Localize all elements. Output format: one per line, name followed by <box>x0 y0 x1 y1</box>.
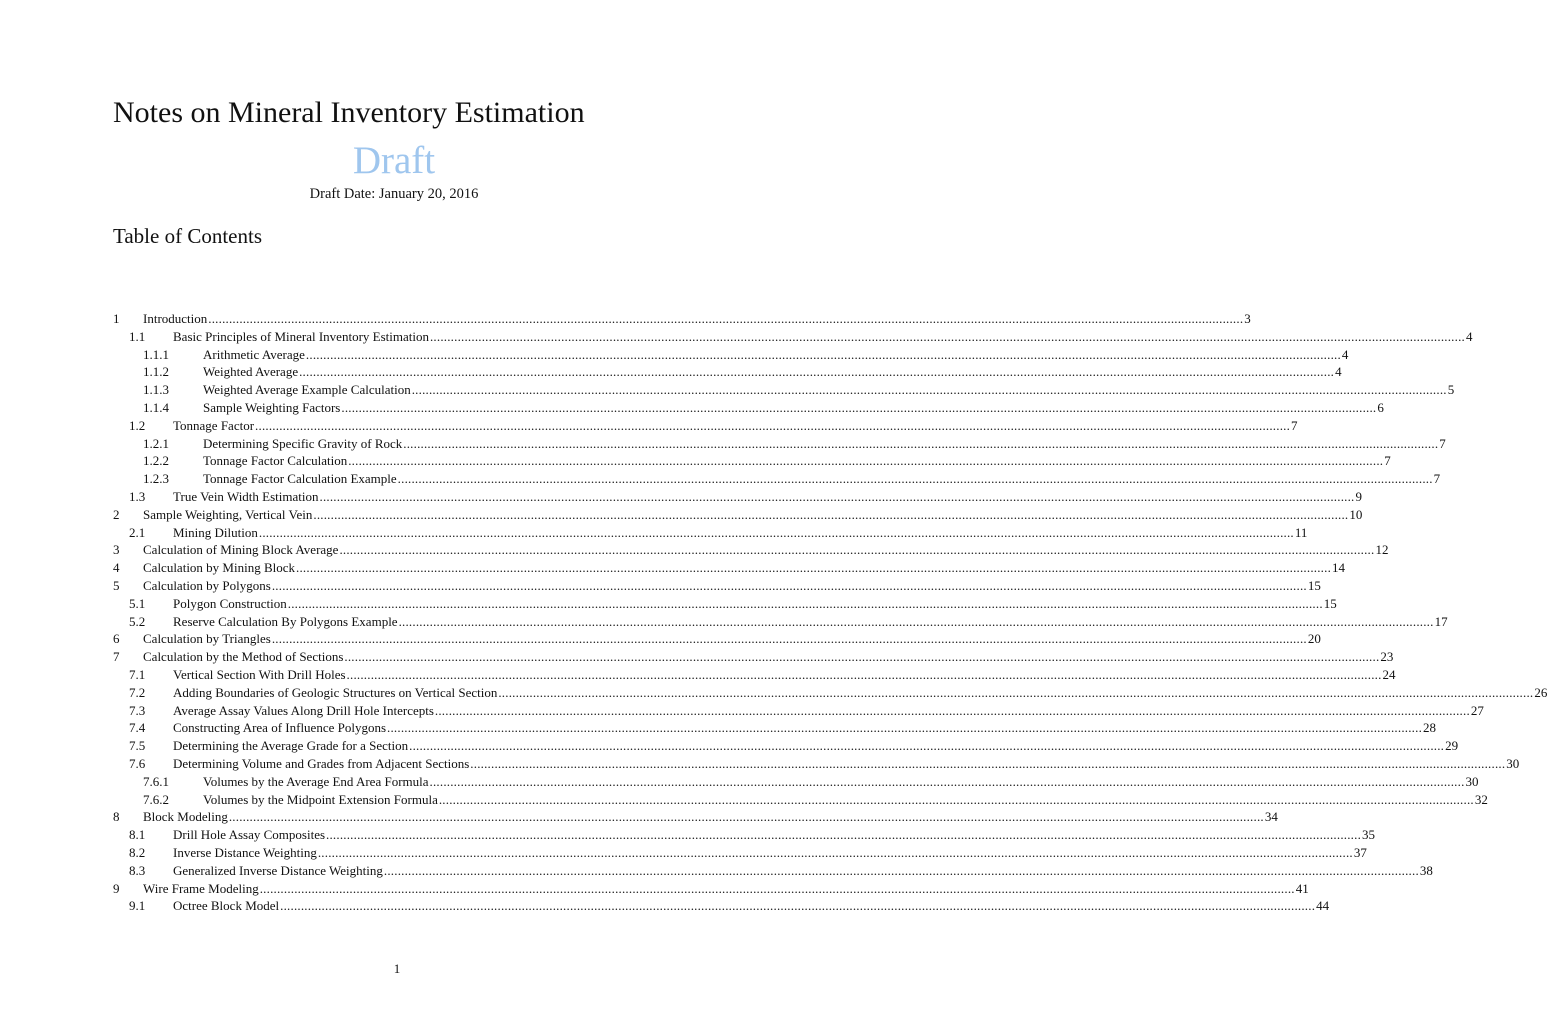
toc-entry-title[interactable]: Octree Block Model <box>173 898 280 914</box>
toc-entry[interactable] <box>113 346 1349 364</box>
toc-dot-leader: ............................................................................................................................................................................................................................................................................................................ <box>470 755 1506 771</box>
toc-entry-number: 5.1 <box>129 595 146 611</box>
toc-entry[interactable] <box>113 648 1394 666</box>
toc-entry-title[interactable]: Determining the Average Grade for a Section <box>173 738 409 754</box>
toc-entry-title[interactable]: Generalized Inverse Distance Weighting <box>173 862 383 878</box>
toc-entry-title[interactable]: Vertical Section With Drill Holes <box>173 666 346 682</box>
draft-date: Draft Date: January 20, 2016 <box>309 186 479 202</box>
toc-dot-leader: ............................................................................................................................................................................................................................................................................................................ <box>326 827 1362 843</box>
toc-dot-leader: ............................................................................................................................................................................................................................................................................................................ <box>259 880 1295 896</box>
toc-dot-leader: ............................................................................................................................................................................................................................................................................................................ <box>271 631 1307 647</box>
toc-dot-leader: ............................................................................................................................................................................................................................................................................................................ <box>299 364 1335 380</box>
toc-entry-number: 7.6 <box>129 755 146 771</box>
toc-entry-page[interactable]: 35 <box>1362 827 1376 843</box>
toc-entry[interactable] <box>113 684 1547 702</box>
toc-dot-leader: ............................................................................................................................................................................................................................................................................................................ <box>271 577 1307 593</box>
toc-entry[interactable] <box>113 381 1455 399</box>
toc-entry-page[interactable]: 41 <box>1295 880 1309 896</box>
toc-entry[interactable] <box>113 630 1321 648</box>
toc-entry-number: 4 <box>113 560 120 576</box>
toc-entry-number: 9 <box>113 880 120 896</box>
toc-entry-title[interactable]: Tonnage Factor Calculation <box>203 453 348 469</box>
toc-entry-page[interactable]: 12 <box>1375 542 1389 558</box>
table-of-contents <box>113 310 1547 915</box>
toc-entry-page[interactable]: 4 <box>1335 364 1342 380</box>
toc-dot-leader: ............................................................................................................................................................................................................................................................................................................ <box>429 328 1465 344</box>
toc-dot-leader: ............................................................................................................................................................................................................................................................................................................ <box>403 435 1439 451</box>
toc-entry-number: 7.2 <box>129 684 146 700</box>
toc-entry[interactable] <box>113 808 1278 826</box>
toc-entry[interactable] <box>113 470 1441 488</box>
toc-entry-title[interactable]: True Vein Width Estimation <box>173 488 319 504</box>
toc-entry-page[interactable]: 7 <box>1433 471 1441 487</box>
toc-entry-page[interactable]: 7 <box>1384 453 1391 469</box>
toc-entry-number: 7.3 <box>129 702 146 718</box>
toc-entry-page[interactable]: 3 <box>1244 311 1251 326</box>
toc-entry-number: 7.6.2 <box>143 791 169 807</box>
toc-entry[interactable] <box>113 417 1298 435</box>
toc-dot-leader: ............................................................................................................................................................................................................................................................................................................ <box>438 791 1474 807</box>
toc-entry-number: 3 <box>113 542 120 558</box>
toc-entry-title[interactable]: Arithmetic Average <box>203 346 305 362</box>
toc-entry-page[interactable]: 7 <box>1439 435 1446 451</box>
toc-entry-number: 1.1 <box>129 328 146 344</box>
toc-entry-title[interactable]: Reserve Calculation By Polygons Example <box>173 613 398 629</box>
toc-entry-title[interactable]: Weighted Average Example Calculation <box>203 382 411 398</box>
toc-dot-leader: ............................................................................................................................................................................................................................................................................................................ <box>255 417 1291 433</box>
toc-entry-number: 8.2 <box>129 844 146 860</box>
toc-entry-page[interactable]: 30 <box>1506 755 1520 771</box>
toc-dot-leader: ............................................................................................................................................................................................................................................................................................................ <box>258 524 1294 540</box>
toc-entry-number: 2.1 <box>129 524 146 540</box>
toc-entry[interactable] <box>113 310 1251 328</box>
toc-entry-title[interactable]: Average Assay Values Along Drill Hole Intercepts <box>173 702 434 718</box>
toc-entry-page[interactable]: 29 <box>1445 738 1459 754</box>
toc-entry[interactable] <box>113 826 1376 844</box>
toc-entry-number: 7.5 <box>129 738 146 754</box>
toc-entry-page[interactable]: 5 <box>1447 382 1455 398</box>
page-number: 1 <box>393 961 401 976</box>
toc-dot-leader: ............................................................................................................................................................................................................................................................................................................ <box>280 898 1316 914</box>
toc-entry-number: 1.2.1 <box>143 435 169 451</box>
toc-entry[interactable] <box>113 791 1488 809</box>
toc-entry[interactable] <box>113 328 1473 346</box>
toc-dot-leader: ............................................................................................................................................................................................................................................................................................................ <box>319 488 1355 504</box>
toc-entry[interactable] <box>113 880 1309 898</box>
toc-entry-number: 7.6.1 <box>143 773 169 789</box>
toc-entry-title[interactable]: Constructing Area of Influence Polygons <box>173 720 387 736</box>
toc-entry-number: 2 <box>113 506 120 522</box>
toc-entry-title[interactable]: Calculation by the Method of Sections <box>143 649 344 665</box>
toc-dot-leader: ............................................................................................................................................................................................................................................................................................................ <box>228 809 1264 825</box>
toc-entry[interactable] <box>113 844 1367 862</box>
toc-heading: Table of Contents <box>113 224 262 248</box>
toc-entry-title[interactable]: Tonnage Factor Calculation Example <box>203 471 397 487</box>
toc-entry-title[interactable]: Determining Volume and Grades from Adjacent Sections <box>173 755 470 771</box>
toc-entry-title[interactable]: Wire Frame Modeling <box>143 880 259 896</box>
toc-entry-number: 8.1 <box>129 827 146 843</box>
toc-entry-number: 1.3 <box>129 488 146 504</box>
toc-entry-number: 1.2.2 <box>143 453 169 469</box>
toc-entry[interactable] <box>113 541 1389 559</box>
toc-dot-leader: ............................................................................................................................................................................................................................................................................................................ <box>429 773 1465 789</box>
toc-entry-page[interactable]: 27 <box>1470 702 1484 718</box>
toc-entry-title[interactable]: Introduction <box>143 311 208 326</box>
toc-entry-title[interactable]: Adding Boundaries of Geologic Structures on Vertical Section <box>173 684 498 700</box>
toc-entry-page[interactable]: 9 <box>1355 488 1362 504</box>
toc-entry-number: 8.3 <box>129 862 146 878</box>
toc-entry[interactable] <box>113 897 1330 915</box>
toc-entry-page[interactable]: 4 <box>1341 346 1349 362</box>
toc-entry[interactable] <box>113 702 1484 720</box>
toc-entry-title[interactable]: Calculation by Mining Block <box>143 560 296 576</box>
toc-dot-leader: ............................................................................................................................................................................................................................................................................................................ <box>398 613 1434 629</box>
toc-entry-page[interactable]: 20 <box>1307 631 1321 647</box>
toc-entry-number: 7 <box>113 649 120 665</box>
toc-entry-page[interactable]: 15 <box>1323 595 1337 611</box>
toc-entry-title[interactable]: Calculation by Triangles <box>143 631 271 647</box>
toc-entry-page[interactable]: 23 <box>1380 649 1394 665</box>
toc-entry-number: 6 <box>113 631 120 647</box>
toc-entry-number: 1.1.2 <box>143 364 169 380</box>
toc-entry-page[interactable]: 37 <box>1353 844 1367 860</box>
toc-entry-number: 7.1 <box>129 666 146 682</box>
toc-entry-page[interactable]: 44 <box>1316 898 1330 914</box>
toc-entry-title[interactable]: Basic Principles of Mineral Inventory Estimation <box>173 328 429 344</box>
toc-entry-title[interactable]: Drill Hole Assay Composites <box>173 827 326 843</box>
toc-entry-number: 1.2 <box>129 417 146 433</box>
toc-entry-title[interactable]: Sample Weighting, Vertical Vein <box>143 506 313 522</box>
toc-entry[interactable] <box>113 506 1363 524</box>
document-title: Notes on Mineral Inventory Estimation <box>113 96 585 129</box>
toc-entry-number: 5 <box>113 577 120 593</box>
toc-entry-number: 1.1.3 <box>143 382 169 398</box>
toc-entry-title[interactable]: Calculation by Polygons <box>143 577 271 593</box>
toc-entry[interactable] <box>113 435 1446 453</box>
toc-dot-leader: ............................................................................................................................................................................................................................................................................................................ <box>208 311 1244 326</box>
toc-entry[interactable] <box>113 737 1459 755</box>
toc-entry-title[interactable]: Calculation of Mining Block Average <box>143 542 339 558</box>
toc-entry[interactable] <box>113 488 1362 506</box>
toc-entry-number: 7.4 <box>129 720 146 736</box>
toc-entry-title[interactable]: Inverse Distance Weighting <box>173 844 317 860</box>
toc-entry-title[interactable]: Tonnage Factor <box>173 417 255 433</box>
toc-entry-number: 1.1.4 <box>143 399 169 415</box>
toc-dot-leader: ............................................................................................................................................................................................................................................................................................................ <box>341 399 1377 415</box>
toc-entry[interactable] <box>113 452 1391 470</box>
toc-dot-leader: ............................................................................................................................................................................................................................................................................................................ <box>287 595 1323 611</box>
toc-entry-title[interactable]: Polygon Construction <box>173 595 287 611</box>
toc-entry[interactable] <box>113 773 1479 791</box>
toc-entry-page[interactable]: 11 <box>1294 524 1308 540</box>
toc-entry-page[interactable]: 14 <box>1332 560 1346 576</box>
toc-entry-page[interactable]: 4 <box>1465 328 1473 344</box>
toc-dot-leader: ............................................................................................................................................................................................................................................................................................................ <box>296 560 1332 576</box>
toc-entry[interactable] <box>113 666 1396 684</box>
toc-entry-page[interactable]: 15 <box>1307 577 1321 593</box>
toc-dot-leader: ............................................................................................................................................................................................................................................................................................................ <box>397 471 1433 487</box>
toc-entry-number: 1 <box>113 311 120 326</box>
toc-entry-title[interactable]: Mining Dilution <box>173 524 258 540</box>
toc-dot-leader: ............................................................................................................................................................................................................................................................................................................ <box>313 506 1349 522</box>
toc-dot-leader: ............................................................................................................................................................................................................................................................................................................ <box>346 666 1382 682</box>
toc-entry-page[interactable]: 24 <box>1382 666 1396 682</box>
toc-entry-page[interactable]: 34 <box>1264 809 1278 825</box>
toc-dot-leader: ............................................................................................................................................................................................................................................................................................................ <box>383 862 1419 878</box>
toc-dot-leader: ............................................................................................................................................................................................................................................................................................................ <box>434 702 1470 718</box>
toc-entry-page[interactable]: 32 <box>1474 791 1488 807</box>
toc-entry-number: 1.2.3 <box>143 471 169 487</box>
toc-entry[interactable] <box>113 399 1384 417</box>
toc-entry[interactable] <box>113 595 1337 613</box>
toc-entry-page[interactable]: 6 <box>1377 399 1384 415</box>
toc-entry-page[interactable]: 17 <box>1434 613 1448 629</box>
toc-entry-page[interactable]: 30 <box>1465 773 1479 789</box>
toc-dot-leader: ............................................................................................................................................................................................................................................................................................................ <box>344 649 1380 665</box>
toc-entry-page[interactable]: 28 <box>1423 720 1437 736</box>
toc-dot-leader: ............................................................................................................................................................................................................................................................................................................ <box>411 382 1447 398</box>
toc-entry[interactable] <box>113 577 1321 595</box>
toc-entry[interactable] <box>113 524 1308 542</box>
toc-entry-page[interactable]: 38 <box>1419 862 1433 878</box>
toc-entry-number: 8 <box>113 809 120 825</box>
toc-entry[interactable] <box>113 755 1520 773</box>
toc-entry-title[interactable]: Volumes by the Midpoint Extension Formula <box>203 791 438 807</box>
toc-entry-title[interactable]: Sample Weighting Factors <box>203 399 341 415</box>
toc-entry[interactable] <box>113 613 1448 631</box>
toc-entry-number: 1.1.1 <box>143 346 169 362</box>
toc-entry-page[interactable]: 26 <box>1534 684 1547 700</box>
toc-entry[interactable] <box>113 719 1437 737</box>
toc-dot-leader: ............................................................................................................................................................................................................................................................................................................ <box>305 346 1341 362</box>
toc-entry[interactable] <box>113 559 1346 577</box>
toc-dot-leader: ............................................................................................................................................................................................................................................................................................................ <box>348 453 1384 469</box>
toc-entry-number: 5.2 <box>129 613 146 629</box>
toc-entry-title[interactable]: Determining Specific Gravity of Rock <box>203 435 403 451</box>
toc-dot-leader: ............................................................................................................................................................................................................................................................................................................ <box>317 844 1353 860</box>
toc-entry[interactable] <box>113 862 1433 880</box>
toc-entry-title[interactable]: Volumes by the Average End Area Formula <box>203 773 429 789</box>
toc-entry-page[interactable]: 7 <box>1291 417 1298 433</box>
toc-entry-title[interactable]: Block Modeling <box>143 809 228 825</box>
toc-entry-page[interactable]: 10 <box>1349 506 1363 522</box>
toc-dot-leader: ............................................................................................................................................................................................................................................................................................................ <box>409 738 1445 754</box>
toc-entry-title[interactable]: Weighted Average <box>203 364 299 380</box>
toc-dot-leader: ............................................................................................................................................................................................................................................................................................................ <box>339 542 1375 558</box>
draft-label: Draft <box>352 139 436 182</box>
toc-dot-leader: ............................................................................................................................................................................................................................................................................................................ <box>387 720 1423 736</box>
toc-dot-leader: ............................................................................................................................................................................................................................................................................................................ <box>498 684 1534 700</box>
toc-entry[interactable] <box>113 363 1342 381</box>
toc-entry-number: 9.1 <box>129 898 146 914</box>
